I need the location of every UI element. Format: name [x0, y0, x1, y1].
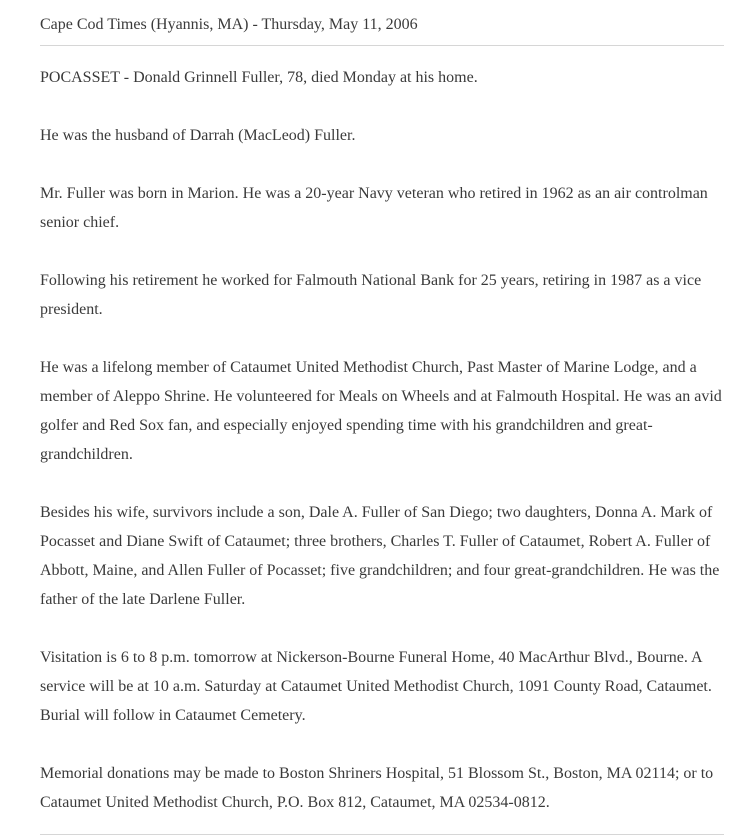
- paragraph-services: Visitation is 6 to 8 p.m. tomorrow at Nickerson-Bourne Funeral Home, 40 MacArthur Blvd., Bourne. A service will be at 10 a.m. Saturday at Cataumet United Methodist Church, 1091 County Road, Cataumet. Burial will follow in Cataumet Cemetery.: [40, 649, 712, 724]
- article-body: [40, 46, 724, 817]
- paragraph-bank-career: Following his retirement he worked for Falmouth National Bank for 25 years, retiring in 1987 as a vice president.: [40, 272, 702, 318]
- paragraph-death-notice: POCASSET - Donald Grinnell Fuller, 78, died Monday at his home.: [40, 69, 478, 86]
- paragraph-memberships: He was a lifelong member of Cataumet United Methodist Church, Past Master of Marine Lodge, and a member of Aleppo Shrine. He volunteered for Meals on Wheels and at Falmouth Hospital. He was an avid golfer and Red Sox fan, and especially enjoyed spending time with his grandchildren and great-grandchildren.: [40, 359, 722, 463]
- paragraph-navy-career: Mr. Fuller was born in Marion. He was a 20-year Navy veteran who retired in 1962 as an air controlman senior chief.: [40, 185, 708, 231]
- bottom-divider: [40, 834, 724, 835]
- obituary-document: [40, 0, 724, 817]
- paragraph-spouse: He was the husband of Darrah (MacLeod) Fuller.: [40, 127, 356, 144]
- dateline-header: Cape Cod Times (Hyannis, MA) - Thursday, May 11, 2006: [40, 0, 724, 46]
- paragraph-survivors: Besides his wife, survivors include a son, Dale A. Fuller of San Diego; two daughters, Donna A. Mark of Pocasset and Diane Swift of Cataumet; three brothers, Charles T. Fuller of Cataumet, Robert A. Fuller of Abbott, Maine, and Allen Fuller of Pocasset; five grandchildren; and four great-grandchildren. He was the father of the late Darlene Fuller.: [40, 504, 720, 608]
- paragraph-donations: Memorial donations may be made to Boston Shriners Hospital, 51 Blossom St., Boston, MA 02114; or to Cataumet United Methodist Church, P.O. Box 812, Cataumet, MA 02534-0812.: [40, 765, 714, 811]
